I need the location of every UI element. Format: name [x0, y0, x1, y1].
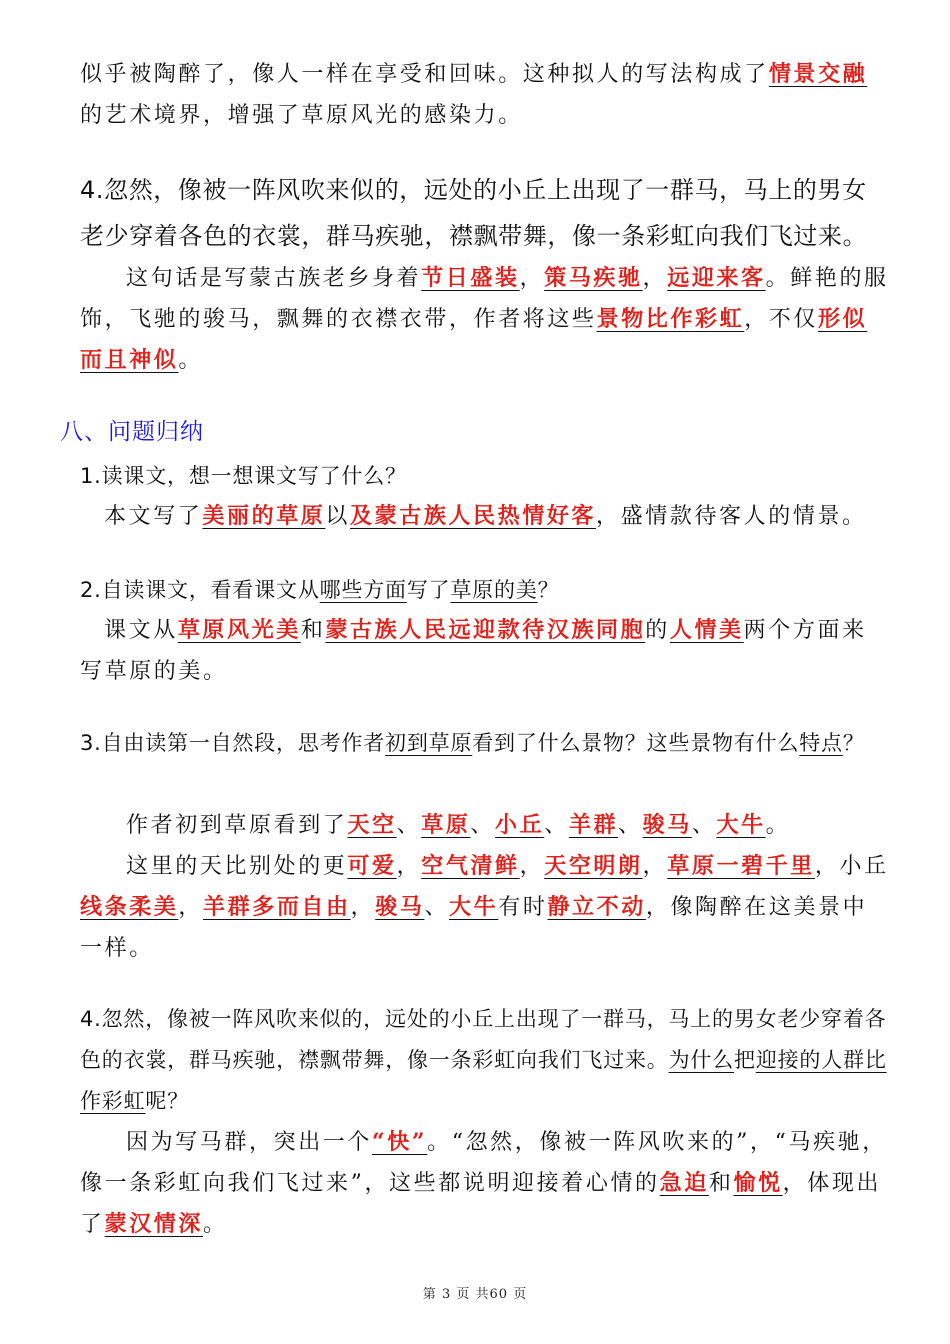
text: ，: [519, 854, 545, 879]
underlined-term: 为什么: [668, 1048, 735, 1072]
question-3: [80, 723, 890, 764]
highlight-keyword: 美丽的草原: [202, 503, 326, 529]
text: 1.读课文，想一想课文写了什么？: [80, 464, 407, 488]
paragraph-personification: [80, 54, 890, 136]
text: ，不仅: [744, 307, 819, 332]
text: 呢？: [145, 1089, 190, 1113]
text: 因为写马群，突出一个: [126, 1130, 373, 1155]
text: 的艺术境界，增强了草原风光的感染力。: [80, 103, 523, 128]
underlined-term: 迎接的人群比作彩虹: [80, 1048, 887, 1113]
highlight-keyword: 远迎来客: [667, 265, 766, 291]
text: 写了: [406, 578, 451, 602]
text: 3.自由读第一自然段，思考作者: [80, 731, 386, 755]
text: 以: [325, 504, 351, 529]
highlight-keyword: 景物比作彩虹: [596, 306, 745, 332]
text: 4.忽然，像被一阵风吹来似的，远处的小丘上出现了一群马，马上的男女老少穿着各色的衣裳，群马疾驰，襟飘带舞，像一条彩虹向我们飞过来。: [80, 1007, 887, 1072]
text: 、: [618, 813, 643, 838]
text: 、: [544, 813, 569, 838]
highlight-keyword: 骏马: [642, 812, 692, 838]
text: ，小丘: [814, 854, 889, 879]
highlight-keyword: 羊群多而自由: [203, 894, 351, 920]
highlight-keyword: 草原一碧千里: [667, 853, 815, 879]
section-heading: 八、问题归纳: [60, 419, 204, 445]
text: 的: [645, 618, 670, 643]
text: 。: [178, 348, 204, 373]
highlight-keyword: 天空: [347, 812, 397, 838]
text: 看到了什么景物？这些景物有什么: [472, 731, 800, 755]
highlight-keyword: “快”: [372, 1129, 428, 1155]
text: 两个方面来写草原的美。: [80, 618, 867, 684]
text: 课文从: [104, 618, 178, 643]
text: ，像陶醉在这美景中一样。: [80, 895, 868, 961]
text: ，: [396, 854, 422, 879]
highlight-keyword: 蒙汉情深: [104, 1211, 204, 1237]
quoted-sentence-4: [80, 167, 890, 259]
text: ，: [350, 895, 376, 920]
highlight-keyword: 急迫: [659, 1170, 709, 1196]
answer-4: [80, 1122, 890, 1245]
text: ？: [537, 578, 560, 602]
underlined-term: 初到草原: [385, 731, 473, 755]
underlined-term: 特点: [799, 731, 843, 755]
highlight-keyword: 空气清鲜: [421, 853, 520, 879]
highlight-keyword: 骏马: [375, 894, 425, 920]
text: 、: [396, 813, 422, 838]
page-number: 3: [441, 1287, 452, 1302]
text: 和: [708, 1171, 734, 1196]
text: 4.忽然，像被一阵风吹来似的，远处的小丘上出现了一群马，马上的男女老少穿着各色的衣裳，群马疾驰，襟飘带舞，像一条彩虹向我们飞过来。: [80, 176, 868, 250]
highlight-keyword: 策马疾驰: [544, 265, 643, 291]
text: 和: [300, 618, 326, 643]
text: 2.自读课文，看看课文从: [80, 578, 320, 602]
text: 这里的天比别处的更: [126, 854, 348, 879]
text: 。: [765, 813, 791, 838]
text: ，: [178, 895, 204, 920]
page-footer: [0, 1283, 950, 1302]
question-1: [80, 456, 890, 497]
text: ？: [842, 731, 865, 755]
answer-3-features: [80, 846, 890, 969]
answer-2: [80, 610, 890, 692]
highlight-keyword: 小丘: [495, 812, 545, 838]
highlight-keyword: 人情美: [669, 617, 744, 643]
footer-text: 页 共: [456, 1287, 490, 1302]
text: ，体现出了: [80, 1171, 882, 1237]
text: 似乎被陶醉了，像人一样在享受和回味。这种拟人的写法构成了: [80, 62, 769, 87]
total-pages: 60: [489, 1287, 509, 1302]
highlight-keyword: 线条柔美: [80, 894, 179, 920]
highlight-keyword: 天空明朗: [544, 853, 643, 879]
text: 、: [691, 813, 717, 838]
text: ，: [519, 266, 545, 291]
highlight-keyword: 及蒙古族人民热情好客: [350, 503, 597, 529]
highlight-keyword: 草原: [421, 812, 471, 838]
text: 这句话是写蒙古族老乡身着: [126, 266, 422, 291]
text: 、: [424, 895, 450, 920]
text: 有时: [498, 895, 548, 920]
highlight-keyword: 静立不动: [547, 894, 646, 920]
footer-text: 页: [513, 1287, 528, 1302]
underlined-term: 草原的美: [450, 578, 538, 602]
text: 作者初到草原看到了: [126, 813, 348, 838]
highlight-keyword: 可爱: [347, 853, 397, 879]
paragraph-analysis: [80, 258, 890, 381]
text: 。: [203, 1212, 228, 1237]
highlight-keyword: 羊群: [568, 812, 619, 838]
highlight-keyword: 大牛: [449, 894, 499, 920]
highlight-keyword: 愉悦: [733, 1170, 783, 1196]
highlight-keyword: 草原风光美: [177, 617, 301, 643]
highlight-keyword: 大牛: [716, 812, 766, 838]
footer-text: 第: [422, 1287, 437, 1302]
highlight-keyword: 形似而且神似: [80, 306, 868, 373]
underlined-term: 哪些方面: [319, 578, 407, 602]
text: 、: [470, 813, 496, 838]
question-4: [80, 999, 890, 1122]
text: 把: [734, 1048, 756, 1072]
text: 。鲜艳的服饰，飞驰的骏马，飘舞的衣襟衣带，作者将这些: [80, 266, 889, 332]
text: ，盛情款待客人的情景。: [596, 504, 867, 529]
highlight-keyword: 情景交融: [768, 61, 868, 87]
text: ，: [642, 854, 668, 879]
question-2: [80, 570, 890, 611]
highlight-keyword: 蒙古族人民远迎款待汉族同胞: [325, 617, 646, 643]
text: 本文写了: [104, 504, 203, 529]
answer-1: [80, 496, 890, 537]
answer-3-scenery: [80, 805, 890, 846]
text: 。“忽然，像被一阵风吹来的”，“马疾驰，像一条彩虹向我们飞过来”，这些都说明迎接着心情的: [80, 1130, 887, 1196]
highlight-keyword: 节日盛装: [421, 265, 520, 291]
text: ，: [642, 266, 668, 291]
